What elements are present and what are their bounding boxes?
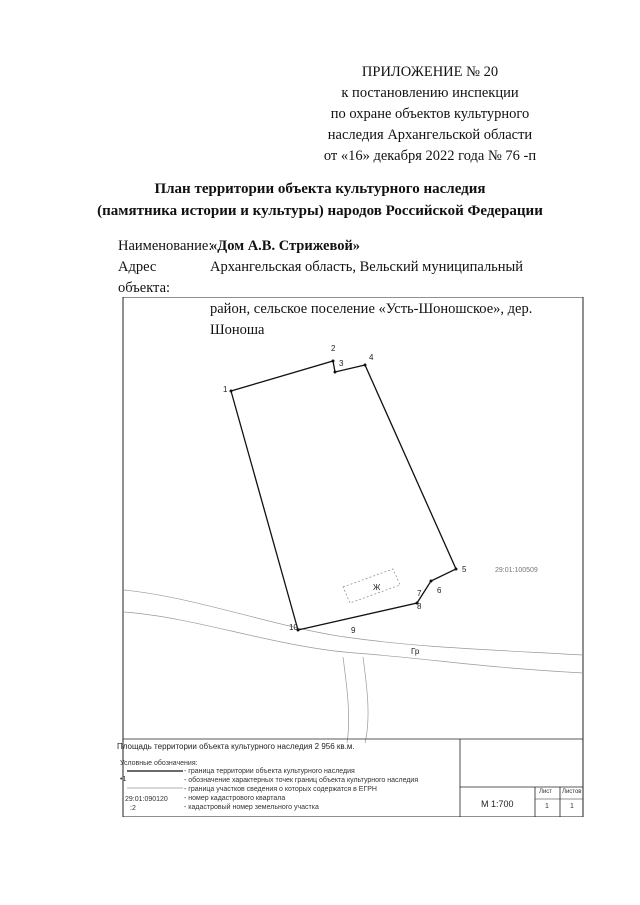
appendix-line3: по охране объектов культурного — [330, 106, 530, 122]
point-label-4: 4 — [369, 353, 374, 362]
address-label: Адрес объекта: — [118, 259, 171, 296]
area-text: Площадь территории объекта культурного наследия 2 956 кв.м. — [117, 742, 355, 751]
appendix-line2: к постановлению инспекции — [341, 85, 519, 101]
cadastral-quarter-label: 29:01:100509 — [495, 567, 538, 574]
point-label-1: 1 — [223, 385, 228, 394]
legend-symbol-1: •1 — [120, 776, 127, 783]
legend-item-boundary: - граница территории объекта культурного наследия — [184, 768, 355, 775]
point-label-6: 6 — [437, 586, 442, 595]
road-edge-bottom — [124, 612, 583, 673]
address-line2: район, сельское поселение «Усть-Шоношское», дер. Шоноша — [210, 301, 533, 338]
name-label: Наименование: — [118, 238, 213, 254]
sheet-number: 1 — [545, 803, 549, 810]
appendix-number: ПРИЛОЖЕНИЕ № 20 — [361, 64, 499, 80]
territory-boundary — [231, 361, 456, 630]
sheets-label: Листов — [562, 789, 582, 795]
sheets-count: 1 — [570, 803, 574, 810]
building-label: Ж — [373, 583, 381, 592]
point-label-5: 5 — [462, 565, 467, 574]
territory-plan — [115, 297, 584, 817]
point-label-8: 8 — [417, 602, 422, 611]
legend-title: Условные обозначения: — [120, 760, 198, 767]
point-label-10: 10 — [289, 623, 298, 632]
appendix-date: от «16» декабря 2022 года № 76 -п — [323, 148, 537, 164]
sheet-label: Лист — [539, 789, 553, 795]
point-label-7: 7 — [417, 589, 422, 598]
appendix-line4: наследия Архангельской области — [327, 127, 533, 143]
legend-symbol-4: :2 — [130, 805, 136, 812]
point-label-3: 3 — [339, 359, 344, 368]
legend-item-cadastral: - кадастровый номер земельного участка — [184, 804, 319, 811]
legend-item-quarter: - номер кадастрового квартала — [184, 795, 286, 802]
appendix-header — [280, 62, 580, 167]
point-label-9: 9 — [351, 626, 356, 635]
title-line1: План территории объекта культурного наследия — [154, 181, 486, 197]
name-value: «Дом А.В. Стрижевой» — [210, 238, 361, 254]
legend-symbol-3: 29:01:090120 — [125, 796, 168, 803]
legend-item-egrn: - граница участков сведения о которых содержатся в ЕГРН — [184, 786, 377, 793]
point-label-2: 2 — [331, 344, 336, 353]
side-road-right — [363, 657, 368, 743]
address-line1: Архангельская область, Вельский муниципальный — [210, 259, 524, 275]
road-label: Гр — [411, 647, 420, 656]
side-road-left — [343, 657, 349, 743]
document-title — [0, 178, 640, 222]
scale-value: М 1:700 — [481, 799, 514, 809]
building-outline — [343, 569, 400, 603]
plan-drawing — [115, 297, 584, 817]
title-line2: (памятника истории и культуры) народов Российской Федерации — [97, 203, 543, 219]
legend-item-points: - обозначение характерных точек границ объекта культурного наследия — [184, 777, 419, 784]
